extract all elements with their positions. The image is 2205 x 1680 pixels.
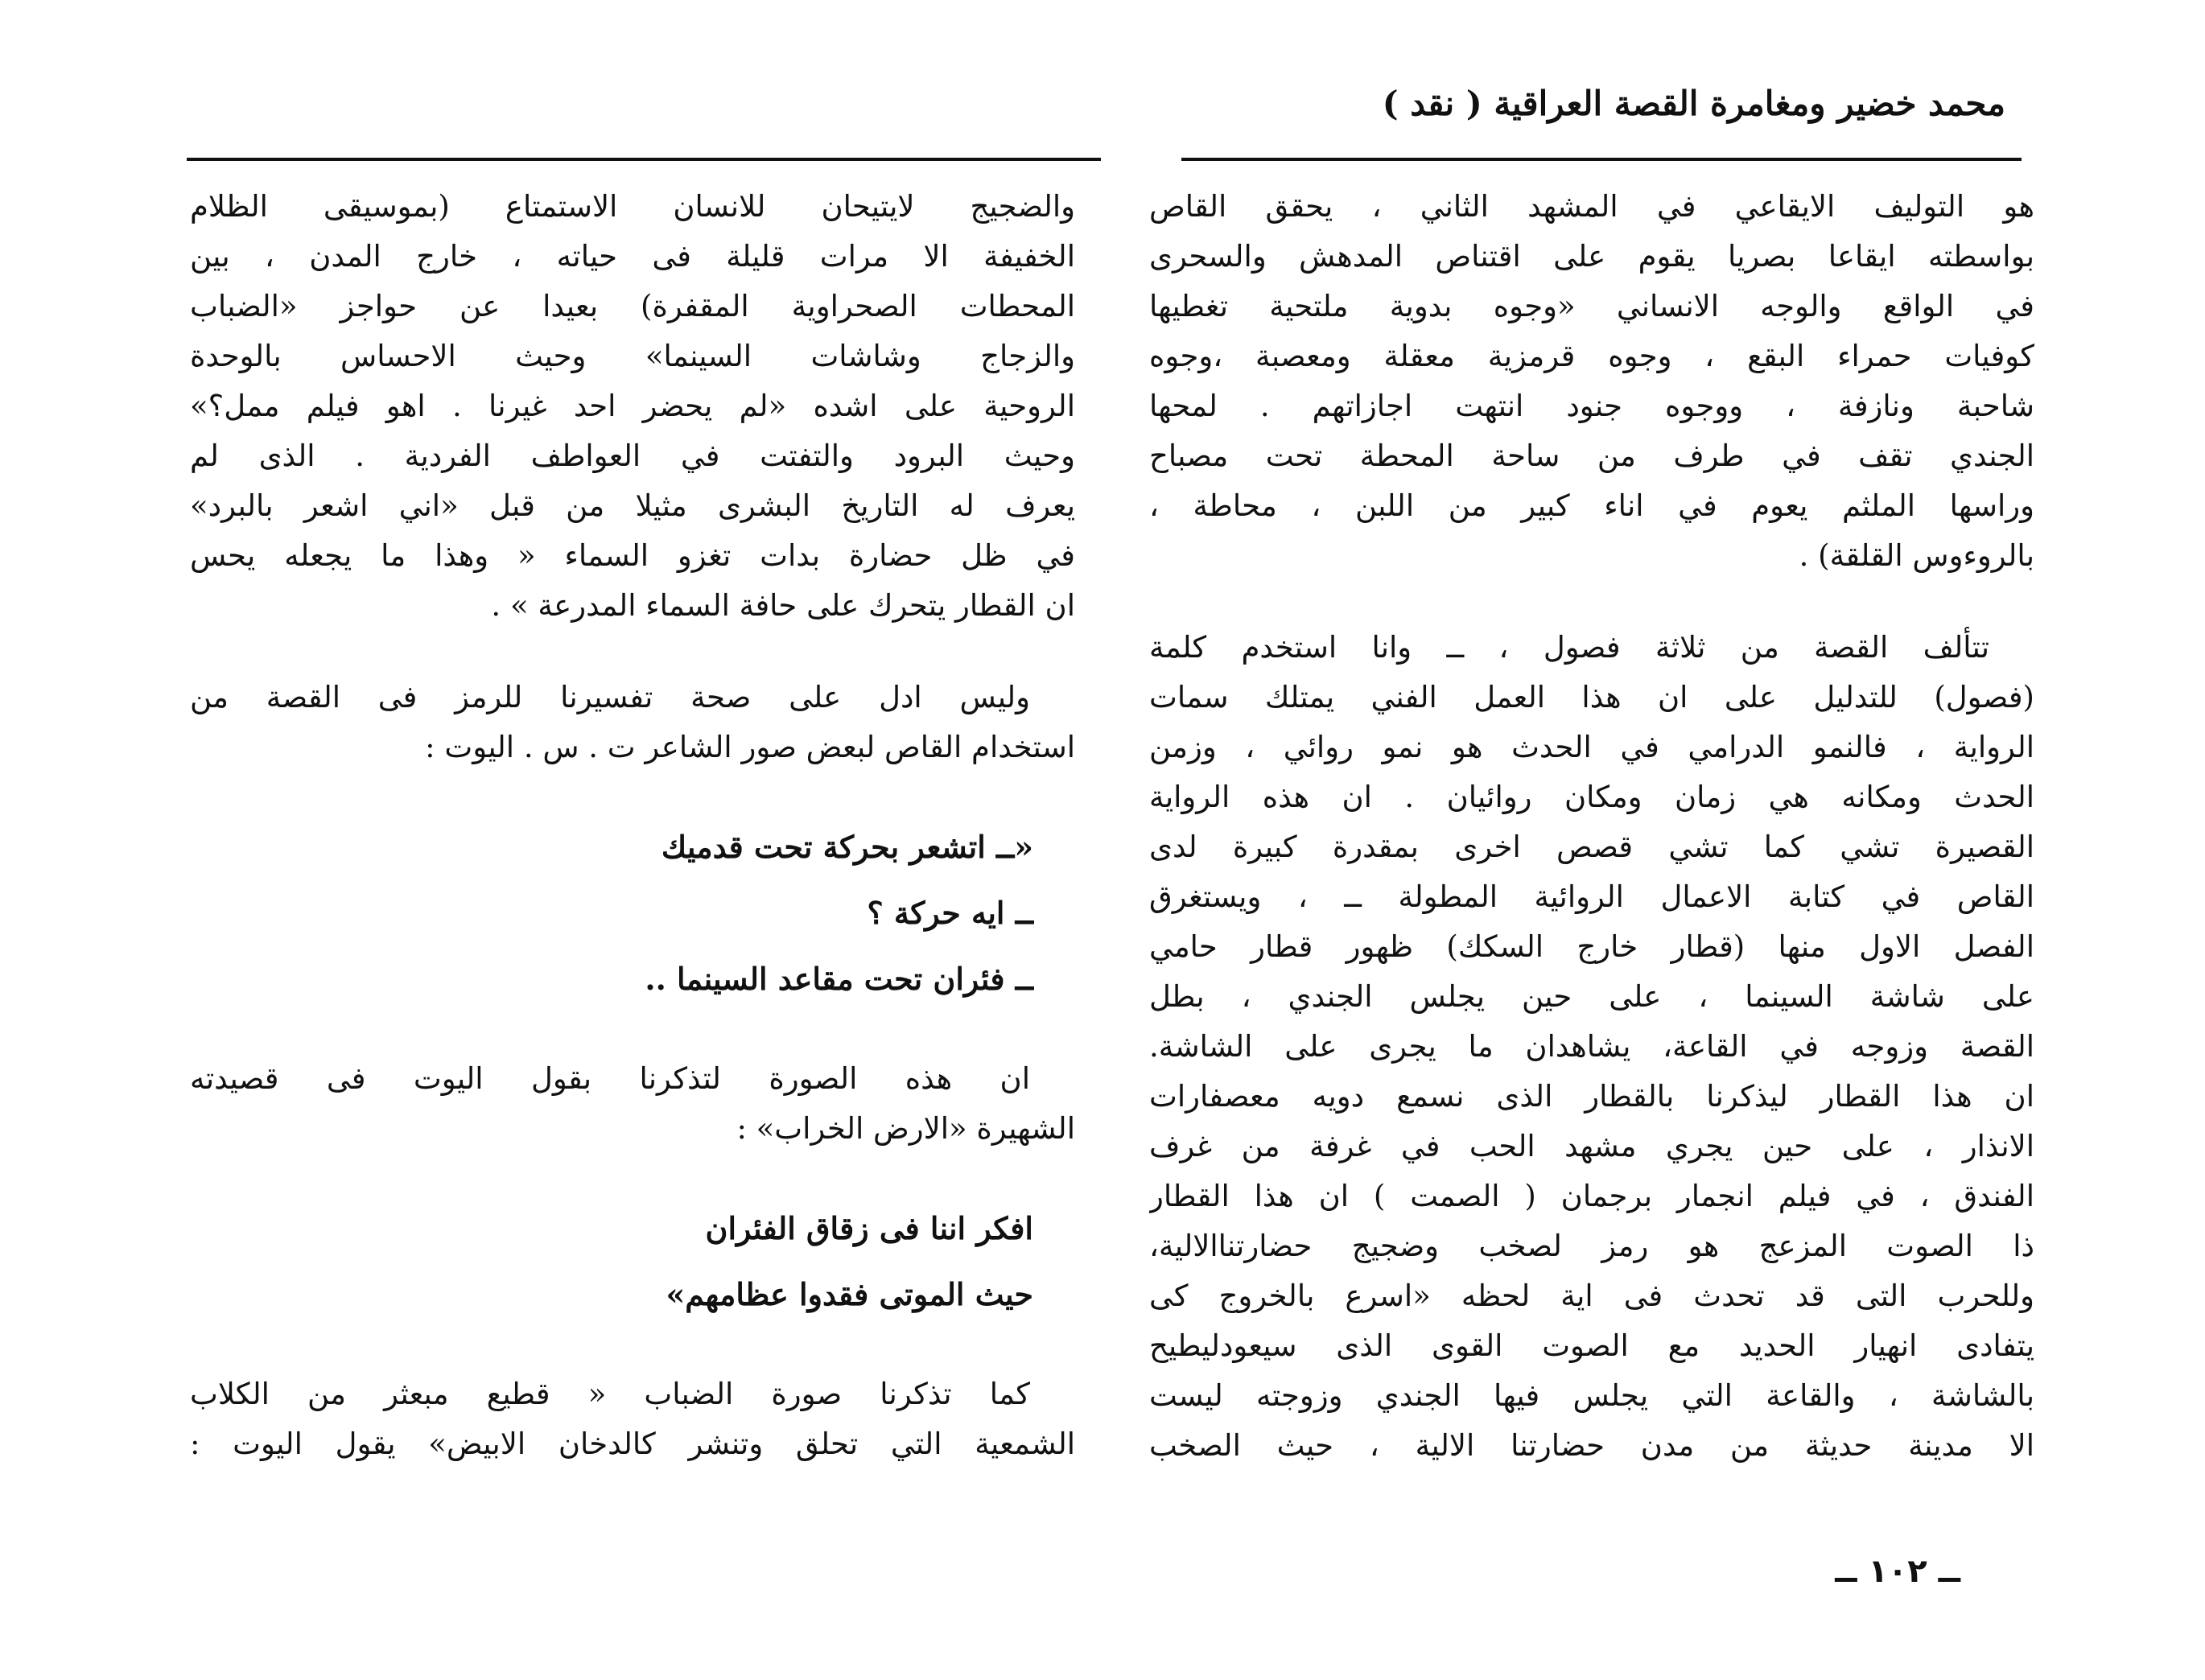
paragraph bbox=[190, 673, 1075, 772]
text-line: الانذار ، على حين يجري مشهد الحب في غرفة من غرف bbox=[1149, 1129, 2034, 1163]
text-line: وحيث البرود والتفتت في العواطف الفردية . الذى لم bbox=[190, 439, 1075, 473]
paragraph bbox=[190, 1054, 1075, 1154]
left-column bbox=[190, 182, 1075, 1469]
text-line: هو التوليف الايقاعي في المشهد الثاني ، يحقق القاص bbox=[1149, 189, 2034, 224]
poem-line: ــ ايه حركة ؟ bbox=[867, 895, 1033, 931]
text-line: الشمعية التي تحلق وتنشر كالدخان الابيض» يقول اليوت : bbox=[190, 1427, 1075, 1461]
right-column bbox=[1149, 182, 2034, 1471]
text-line: ان القطار يتحرك على حافة السماء المدرعة » . bbox=[491, 588, 1075, 623]
text-line: ان هذا القطار ليذكرنا بالقطار الذى نسمع دويه معصفارات bbox=[1149, 1079, 2034, 1114]
text-line: كما تذكرنا صورة الضباب « قطيع مبعثر من الكلاب bbox=[190, 1377, 1030, 1411]
text-line: والزجاج وشاشات السينما» وحيث الاحساس بالوحدة bbox=[190, 339, 1075, 373]
text-line: يتفادى انهيار الحديد مع الصوت القوى الذى سيعودليطيح bbox=[1149, 1328, 2034, 1363]
paragraph-gap bbox=[190, 772, 1075, 814]
text-line: الرواية ، فالنمو الدرامي في الحدث هو نمو روائي ، وزمن bbox=[1149, 730, 2034, 764]
poem-line: ــ فئران تحت مقاعد السينما .. bbox=[645, 961, 1033, 997]
paragraph bbox=[1149, 182, 2034, 581]
paragraph-gap bbox=[190, 1154, 1075, 1196]
paragraph-gap bbox=[1149, 581, 2034, 623]
text-line: الفصل الاول منها (قطار خارج السكك) ظهور قطار حامي bbox=[1149, 929, 2034, 964]
paragraph-gap bbox=[190, 631, 1075, 673]
page-number: ــ ١٠٢ ــ bbox=[1835, 1553, 1960, 1590]
text-line: تتألف القصة من ثلاثة فصول ، ــ وانا استخدم كلمة bbox=[1149, 630, 1989, 665]
poem-line: «ــ اتشعر بحركة تحت قدميك bbox=[661, 829, 1033, 865]
text-line: القصة وزوجه في القاعة، يشاهدان ما يجرى على الشاشة. bbox=[1149, 1029, 2034, 1064]
text-line: وليس ادل على صحة تفسيرنا للرمز فى القصة من bbox=[190, 680, 1030, 714]
text-line: (فصول) للتدليل على ان هذا العمل الفني يمتلك سمات bbox=[1149, 680, 2034, 714]
text-line: كوفيات حمراء البقع ، وجوه قرمزية معقلة ومعصبة ،وجوه bbox=[1149, 339, 2034, 373]
text-line: الشهيرة «الارض الخراب» : bbox=[736, 1111, 1075, 1146]
text-line: ذا الصوت المزعج هو رمز لصخب وضجيج حضارتناالالية، bbox=[1149, 1229, 2034, 1263]
header-rule-left bbox=[187, 158, 1101, 161]
header-rule-right bbox=[1181, 158, 2022, 161]
text-line: ان هذه الصورة لتذكرنا بقول اليوت فى قصيدته bbox=[190, 1061, 1030, 1096]
text-line: الحدث ومكانه هي زمان ومكان روائيان . ان هذه الرواية bbox=[1149, 780, 2034, 814]
text-line: في الواقع والوجه الانساني «وجوه بدوية ملتحية تغطيها bbox=[1149, 289, 2034, 323]
text-line: القصيرة تشي كما تشي قصص اخرى بمقدرة كبيرة لدى bbox=[1149, 830, 2034, 864]
text-line: استخدام القاص لبعض صور الشاعر ت . س . اليوت : bbox=[425, 730, 1075, 764]
paragraph bbox=[190, 182, 1075, 631]
text-line: بالروءوس القلقة) . bbox=[1799, 538, 2034, 573]
running-header-title: محمد خضير ومغامرة القصة العراقية ( نقد ) bbox=[1382, 84, 2005, 123]
paragraph bbox=[190, 1369, 1075, 1469]
poem-line: افكر اننا فى زقاق الفئران bbox=[705, 1210, 1033, 1246]
text-line: بالشاشة ، والقاعة التي يجلس فيها الجندي وزوجته ليست bbox=[1149, 1378, 2034, 1413]
paragraph-gap bbox=[190, 1328, 1075, 1369]
poem-line: حيث الموتى فقدوا عظامهم» bbox=[666, 1276, 1033, 1312]
text-line: شاحبة ونازفة ، ووجوه جنود انتهت اجازاتهم . لمحها bbox=[1149, 389, 2034, 423]
text-line: على شاشة السينما ، على حين يجلس الجندي ، بطل bbox=[1149, 979, 2034, 1014]
text-line: المحطات الصحراوية المقفرة) بعيدا عن حواجز «الضباب bbox=[190, 289, 1075, 323]
text-line: وللحرب التى قد تحدث فى اية لحظه «اسرع بالخروج كى bbox=[1149, 1279, 2034, 1313]
text-line: يعرف له التاريخ البشرى مثيلا من قبل «اني اشعر بالبرد» bbox=[190, 488, 1075, 523]
text-line: في ظل حضارة بدات تغزو السماء « وهذا ما يجعله يحس bbox=[190, 538, 1075, 573]
paragraph bbox=[1149, 623, 2034, 1471]
poem-quote bbox=[190, 814, 1075, 1012]
text-line: الخفيفة الا مرات قليلة فى حياته ، خارج المدن ، بين bbox=[190, 239, 1075, 274]
paragraph-gap bbox=[190, 1012, 1075, 1054]
text-line: الا مدينة حديثة من مدن حضارتنا الالية ، حيث الصخب bbox=[1149, 1428, 2034, 1463]
text-line: الفندق ، في فيلم انجمار برجمان ( الصمت ) ان هذا القطار bbox=[1149, 1179, 2034, 1213]
text-line: القاص في كتابة الاعمال الروائية المطولة ــ ، ويستغرق bbox=[1149, 879, 2034, 914]
poem-quote bbox=[190, 1196, 1075, 1328]
text-line: الروحية على اشده «لم يحضر احد غيرنا . اهو فيلم ممل؟» bbox=[190, 389, 1075, 423]
text-line: بواسطته ايقاعا بصريا يقوم على اقتناص المدهش والسحرى bbox=[1149, 239, 2034, 274]
text-line: والضجيج لايتيحان للانسان الاستمتاع (بموسيقى الظلام bbox=[190, 189, 1075, 224]
text-line: الجندي تقف في طرف من ساحة المحطة تحت مصباح bbox=[1149, 439, 2034, 473]
text-line: وراسها الملثم يعوم في اناء كبير من اللبن ، محاطة ، bbox=[1149, 488, 2034, 523]
